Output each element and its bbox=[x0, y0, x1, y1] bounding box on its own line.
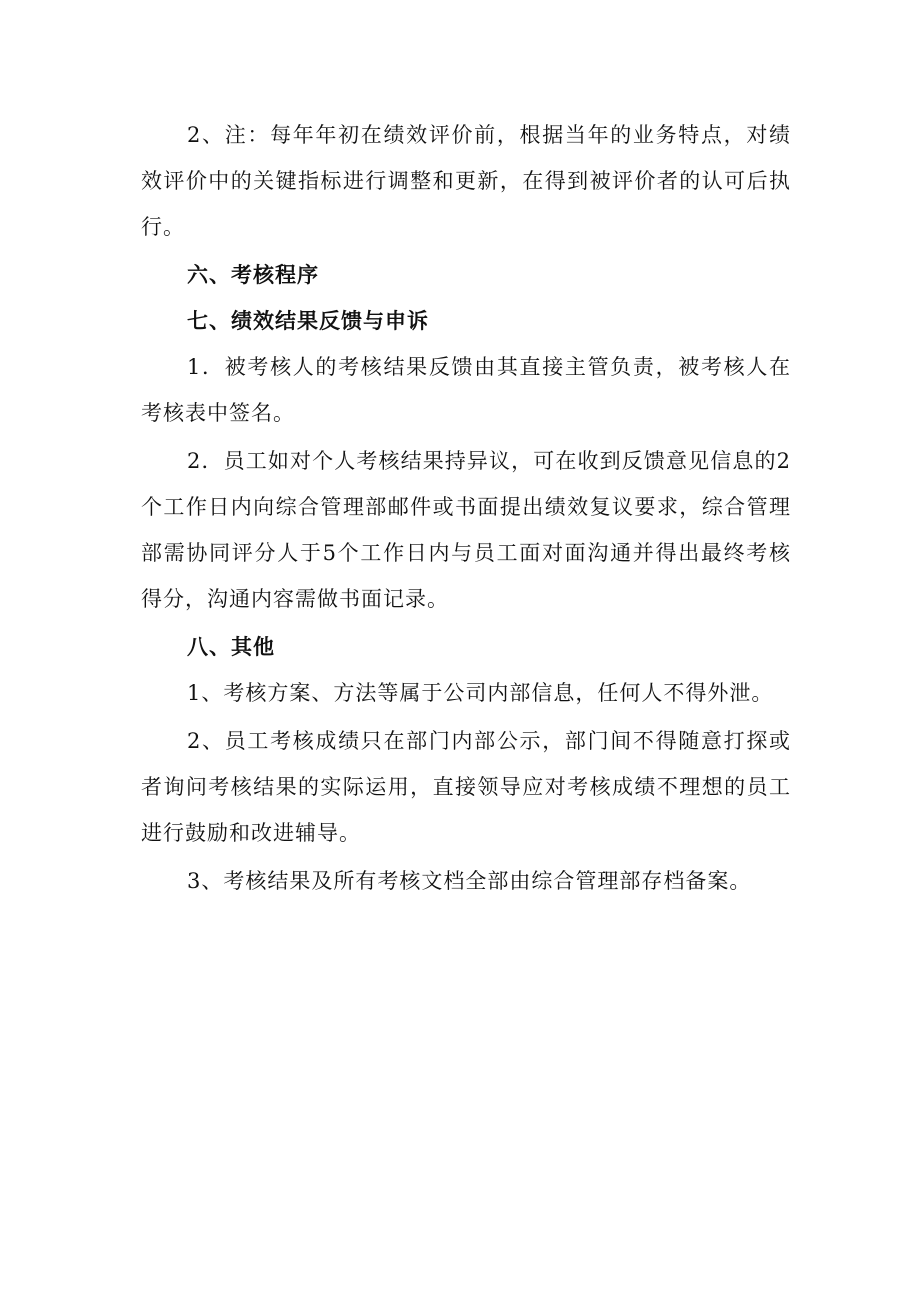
heading-assessment-procedure: 六、考核程序 bbox=[187, 263, 319, 287]
paragraph-appeal: 2．员工如对个人考核结果持异议，可在收到反馈意见信息的2个工作日内向综合管理部邮件或书面提出绩效复议要求，综合管理部需协同评分人于5个工作日内与员工面对面沟通并得出最终考核得分，沟通内容需做书面记录。 bbox=[141, 449, 791, 611]
paragraph-feedback: 1．被考核人的考核结果反馈由其直接主管负责，被考核人在考核表中签名。 bbox=[141, 355, 791, 425]
paragraph-confidentiality: 1、考核方案、方法等属于公司内部信息，任何人不得外泄。 bbox=[187, 681, 774, 705]
document-page bbox=[141, 112, 791, 904]
paragraph-archive: 3、考核结果及所有考核文档全部由综合管理部存档备案。 bbox=[187, 869, 752, 893]
heading-other: 八、其他 bbox=[187, 635, 275, 659]
heading-feedback-appeal: 七、绩效结果反馈与申诉 bbox=[187, 309, 429, 333]
paragraph-publicity: 2、员工考核成绩只在部门内部公示，部门间不得随意打探或者询问考核结果的实际运用，直接领导应对考核成绩不理想的员工进行鼓励和改进辅导。 bbox=[141, 729, 791, 845]
paragraph-note: 2、注：每年年初在绩效评价前，根据当年的业务特点，对绩效评价中的关键指标进行调整和更新，在得到被评价者的认可后执行。 bbox=[141, 123, 791, 239]
